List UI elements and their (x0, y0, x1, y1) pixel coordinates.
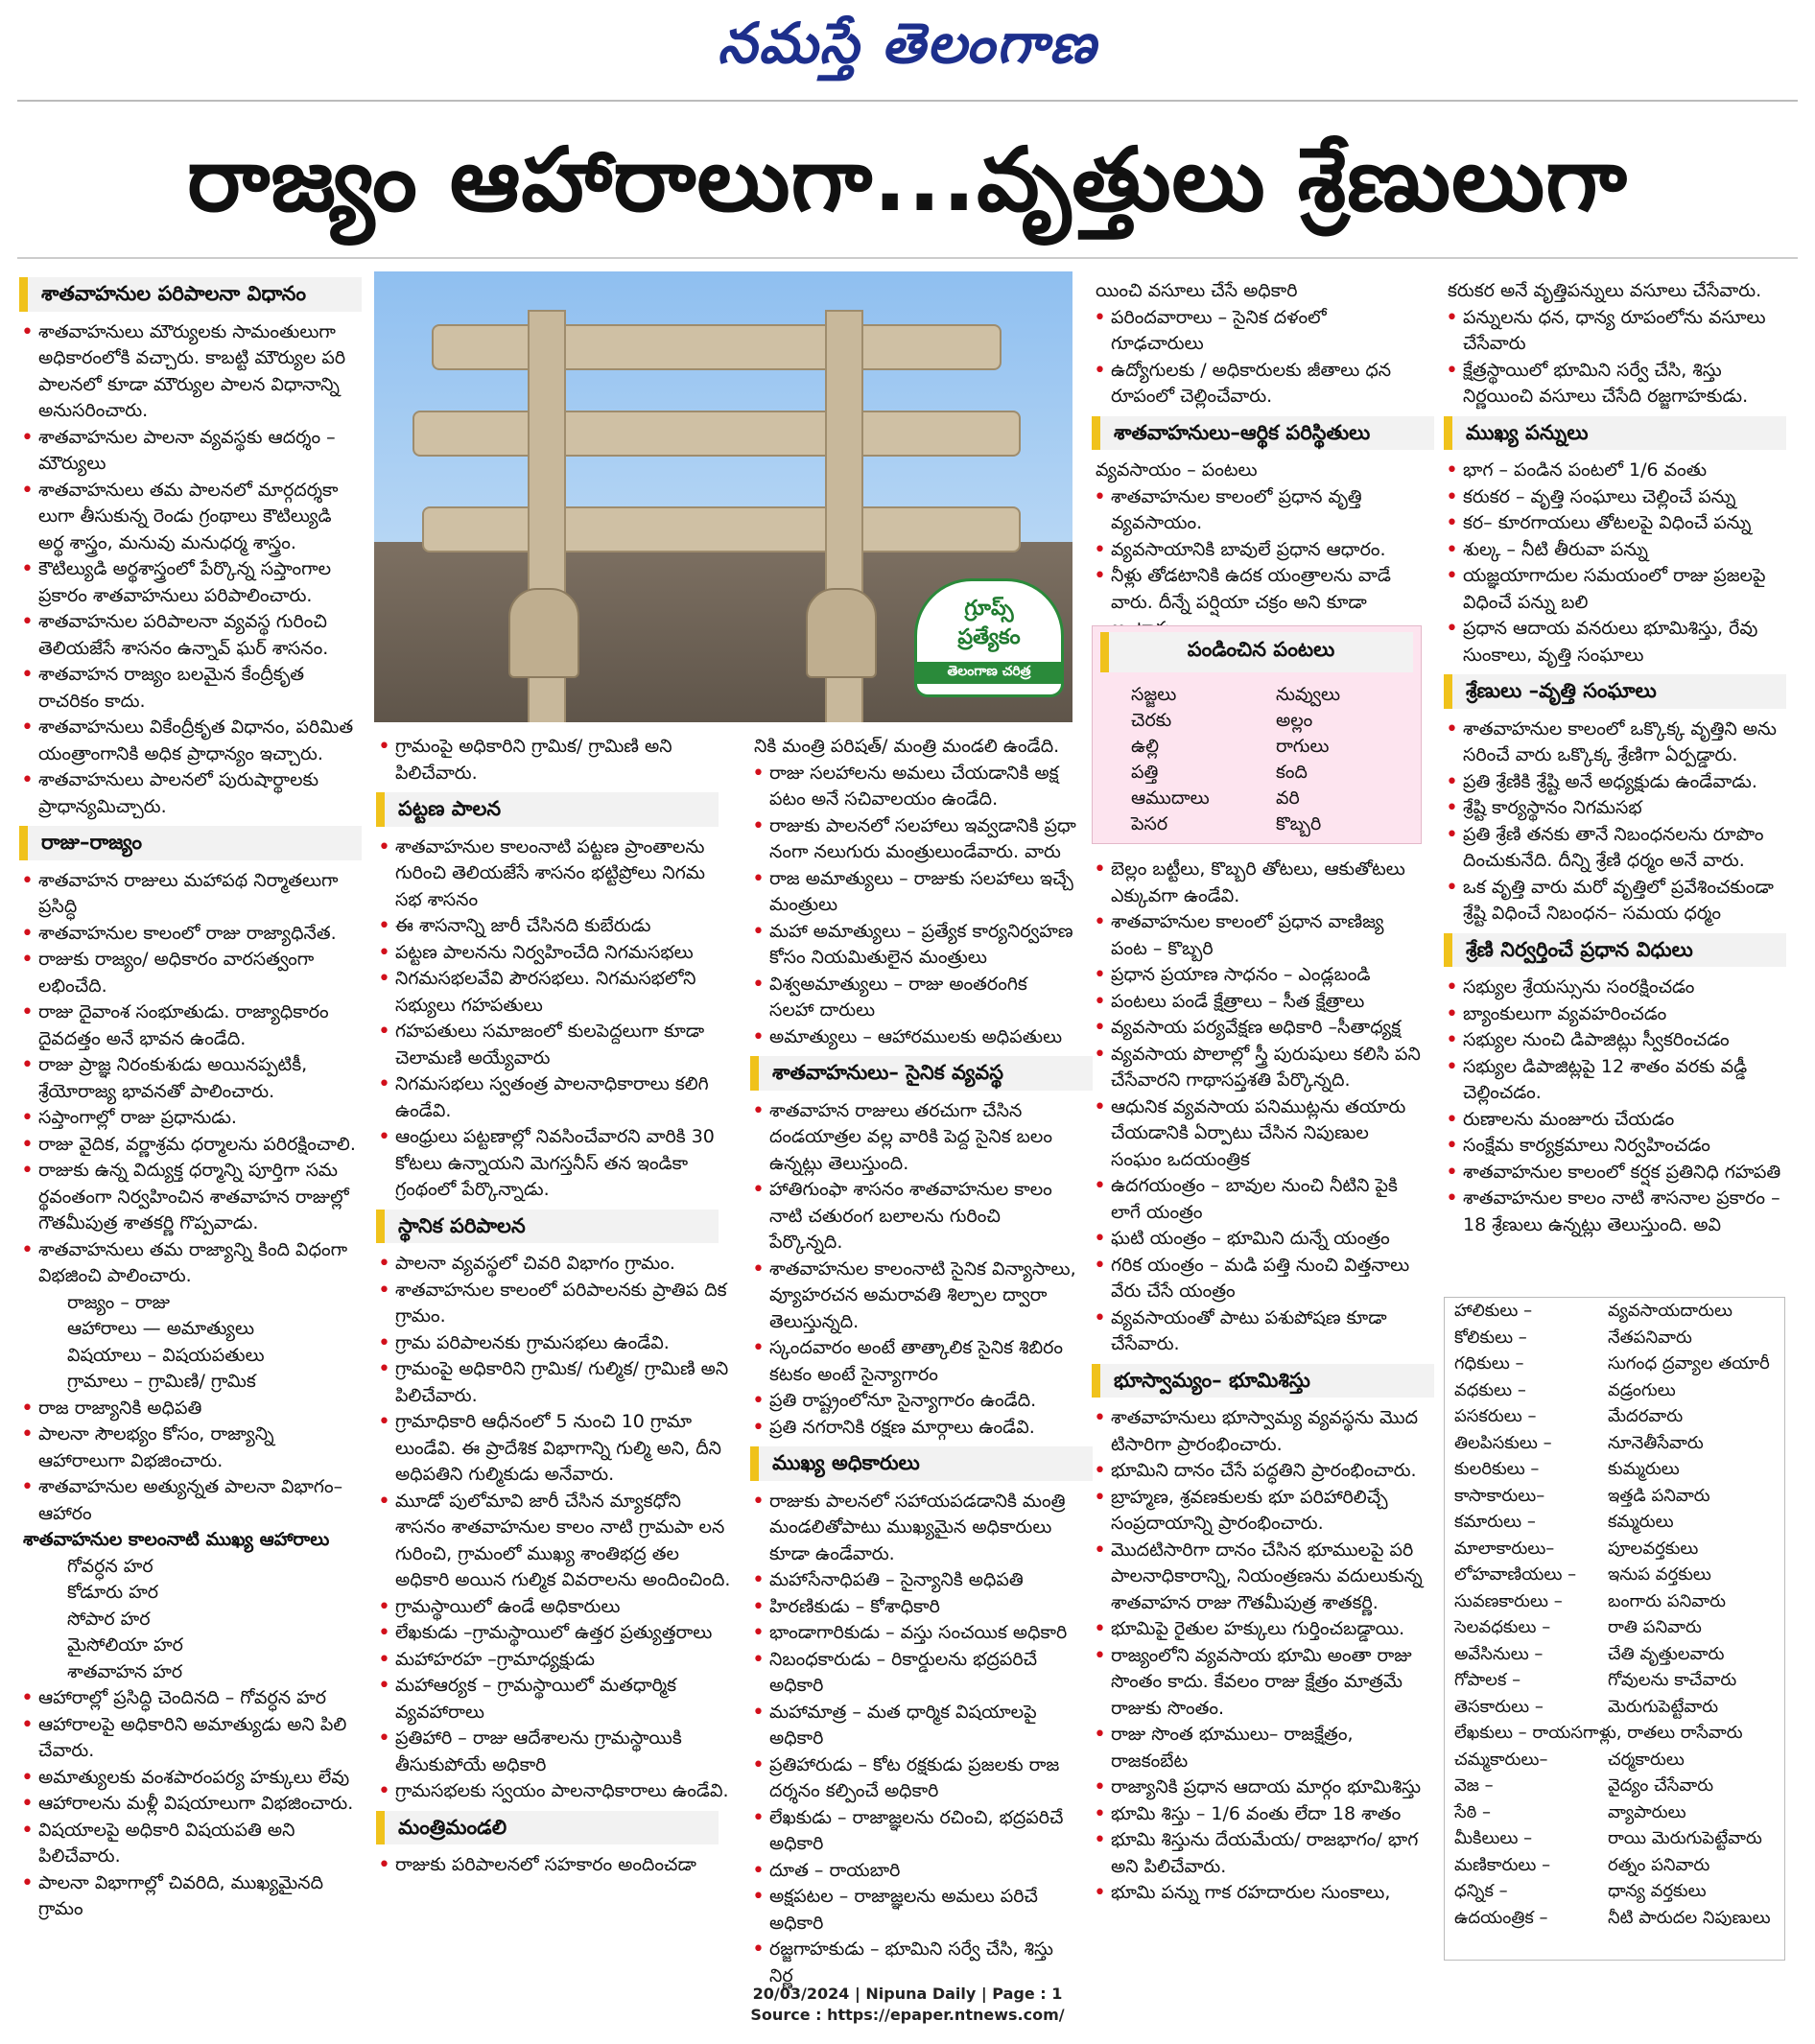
guild-row (1445, 1536, 1784, 1562)
guild-occupation: రాయి మెరుగుపెట్టేవారు (1608, 1828, 1762, 1848)
list-item: • గ్రామంపై అధికారిని గ్రామిక/ గ్రామిణి అని పిలిచేవారు. (376, 734, 736, 787)
guild-name: ఉదయంత్రిక – (1454, 1907, 1548, 1928)
division-list (19, 1290, 357, 1396)
guild-name: మాలాకారులు– (1454, 1538, 1555, 1559)
list-item: • గరిక యంత్రం – మడి పత్తి నుంచి విత్తనాలు వేరు చేసే యంత్రం (1092, 1253, 1423, 1305)
list-item: • రుణాలను మంజూరు చేయడం (1444, 1107, 1784, 1134)
list-item: పత్తి (1131, 762, 1159, 783)
list-item: • రజ్జగాహకుడు – భూమిని సర్వే చేసి, శిస్తు నిర్ణ (750, 1937, 1076, 1989)
guild-name: కోలికులు – (1454, 1327, 1527, 1348)
continuation-text: నికి మంత్రి పరిషత్/ మంత్రి మండలి ఉండేది. (754, 736, 1060, 757)
list-item: • కర– కూరగాయలు తోటలపై విధించే పన్ను (1444, 510, 1784, 537)
list-item: • ఆహారాలపై అధికారిని అమాత్యుడు అని పిలి చేవారు. (19, 1712, 357, 1765)
list-item: • మహా అమాత్యులు – ప్రత్యేక కార్యనిర్వహణ కోసం నియమితులైన మంత్రులు (750, 919, 1076, 972)
guild-row (1445, 1588, 1784, 1615)
column-2 (376, 734, 736, 1879)
guild-occupation: నీటి పారుదల నిపుణులు (1608, 1907, 1771, 1928)
list-item: • పాలనా విభాగాల్లో చివరిది, ముఖ్యమైనది గ్రామం (19, 1870, 357, 1923)
bullet-list (1444, 305, 1784, 411)
list-item: సజ్జలు (1131, 684, 1177, 705)
crops-box (1092, 625, 1422, 844)
list-item: • రాజుకు రాజ్యం/ అధికారం వారసత్వంగా లభించేది. (19, 947, 357, 999)
list-item: • శాతవాహనులు భూస్వామ్య వ్యవస్థను మొద టిసారిగా ప్రారంభించారు. (1092, 1405, 1423, 1458)
list-item: • బెల్లం బట్టీలు, కొబ్బరి తోటలు, ఆకుతోటలు ఎక్కువగా ఉండేవి. (1092, 857, 1423, 909)
guild-occupation: రాతి పనివారు (1608, 1617, 1702, 1637)
column-1 (19, 271, 357, 1923)
guild-name: వధకులు – (1454, 1379, 1526, 1400)
guild-occupation: వ్యవసాయదారులు (1608, 1301, 1732, 1321)
guild-name: గోపాలక – (1454, 1670, 1521, 1690)
list-item: • గ్రామసభలకు స్వయం పాలనాధికారాలు ఉండేవి. (376, 1778, 736, 1805)
continuation-text: కరుకర అనే వృత్తిపన్నులు వసూలు చేసేవారు. (1448, 280, 1762, 301)
guild-name: చమ్మకారులు– (1454, 1749, 1548, 1770)
guild-row (1445, 1667, 1784, 1694)
list-item: • పాలనా సౌలభ్యం కోసం, రాజ్యాన్ని ఆహారాలుగా విభజించారు. (19, 1421, 357, 1474)
guild-name: మణికారులు – (1454, 1854, 1551, 1875)
list-item: • భూమి శిస్తును దేయమేయ/ రాజభాగం/ భాగ అని పిలిచేవారు. (1092, 1827, 1423, 1880)
list-item: • అక్షపటల – రాజాజ్ఞలను అమలు పరిచే అధికారి (750, 1884, 1076, 1937)
list-item: • శాతవాహనుల కాలం నాటి శాసనాల ప్రకారం –18 శ్రేణులు ఉన్నట్లు తెలుస్తుంది. అవి (1444, 1186, 1784, 1238)
list-item: • ప్రధాన ఆదాయ వనరులు భూమిశిస్తు, రేవు సుంకాలు, వృత్తి సంఘాలు (1444, 616, 1784, 669)
guild-row (1445, 1351, 1784, 1377)
list-item: • హాతిగుంఫా శాసనం శాతవాహనుల కాలం నాటి చతురంగ బలాలను గురించి పేర్కొన్నది. (750, 1177, 1076, 1257)
guild-row (1445, 1403, 1784, 1430)
guild-name: కమారులు – (1454, 1512, 1536, 1532)
list-item: • శాతవాహనుల పరిపాలనా వ్యవస్థ గురించి తెలియజేసే శాసనం ఉన్నావ్ ఘర్ శాసనం. (19, 609, 357, 662)
guild-row (1445, 1799, 1784, 1826)
aharam-list (19, 1554, 357, 1686)
list-item: • శాతవాహనుల పాలనా వ్యవస్థకు ఆదర్శం – మౌర్యులు (19, 425, 357, 478)
bullet-list (1092, 484, 1423, 643)
list-item: రాజ్యం – రాజు (67, 1291, 171, 1313)
list-item: • గ్రామస్థాయిలో ఉండే అధికారులు (376, 1594, 736, 1621)
list-item: సోపార హర (67, 1608, 151, 1630)
list-item: • శాతవాహనుల కాలంలో ప్రధాన వాణిజ్య పంట – కొబ్బరి (1092, 909, 1423, 962)
list-item: • శాతవాహన రాజ్యం బలమైన కేంద్రీకృత రాచరికం కాదు. (19, 662, 357, 715)
list-item: • భాగ – పండిన పంటలో 1/6 వంతు (1444, 458, 1784, 484)
guild-name: హాలికులు – (1454, 1301, 1533, 1321)
list-item: • రాజ రాజ్యానికి అధిపతి (19, 1396, 357, 1422)
bullet-list (19, 1685, 357, 1923)
list-item: • బ్రాహ్మణ, శ్రవణకులకు భూ పరిహారిలిచ్చే సంప్రదాయాన్ని ప్రారంభించారు. (1092, 1485, 1423, 1538)
guild-occupation: గోవులను కాచేవారు (1608, 1670, 1737, 1690)
guild-name: ధన్నిక – (1454, 1881, 1508, 1901)
list-item: కొబ్బరి (1276, 813, 1322, 834)
bullet-list (19, 319, 357, 821)
list-item: • అమాత్యులు – ఆహారములకు అధిపతులు (750, 1024, 1076, 1051)
guild-occupation: కుమ్మరులు (1608, 1459, 1680, 1479)
list-item: ఉల్లి (1131, 736, 1160, 757)
guild-row (1445, 1509, 1784, 1536)
bullet-list (19, 1396, 357, 1528)
bullet-list (750, 1489, 1076, 1990)
list-item: • శాతవాహన రాజులు మహాపథ నిర్మాతలుగా ప్రసిద్ధి (19, 868, 357, 921)
list-item: • రాజు వైదిక, వర్ణాశ్రమ ధర్మాలను పరిరక్షించాలి. (19, 1132, 357, 1159)
list-item: • మహాహరహ –గ్రామాధ్యక్షుడు (376, 1647, 736, 1674)
list-item: • భూమిని దానం చేసే పద్ధతిని ప్రారంభించారు. (1092, 1458, 1423, 1485)
badge-line-1: గ్రూప్స్ (964, 597, 1014, 621)
list-item: • కౌటిల్యుడి అర్థశాస్త్రంలో పేర్కొన్న సప్తాంగాల ప్రకారం శాతవాహనులు పరిపాలించారు. (19, 556, 357, 609)
list-item: • ఒక వృత్తి వారు మరో వృత్తిలో ప్రవేశించకుండా శ్రేష్టి విధించే నిబంధన– సమయ ధర్మం (1444, 875, 1784, 928)
guild-row (1445, 1747, 1784, 1774)
list-item: మైసోలియా హర (67, 1634, 183, 1656)
guild-row (1445, 1878, 1784, 1905)
bullet-list (1444, 458, 1784, 669)
list-item: రాగులు (1276, 736, 1330, 757)
crops-title: పండించిన పంటలు (1100, 632, 1413, 672)
guild-occupation: బంగారు పనివారు (1608, 1590, 1727, 1611)
list-item: • పాలనా వ్యవస్థలో చివరి విభాగం గ్రామం. (376, 1251, 736, 1278)
guild-occupation: వడ్రంగులు (1608, 1379, 1676, 1400)
section-heading: ముఖ్య పన్నులు (1444, 416, 1786, 451)
list-item: • ప్రతి రాష్ట్రంలోనూ సైన్యాగారం ఉండేది. (750, 1388, 1076, 1415)
list-item: • శ్రేష్టి కార్యస్థానం నిగమసభ (1444, 795, 1784, 822)
list-item: • రాజుకు ఉన్న విద్యుక్త ధర్మాన్ని పూర్తిగా సమ ర్థవంతంగా నిర్వహించిన శాతవాహన రాజుల్లో గౌతమీపుత్ర శాతకర్ణి గొప్పవాడు. (19, 1158, 357, 1237)
bullet-list (1092, 1405, 1423, 1907)
list-item: • ప్రతి శ్రేణికి శ్రేష్టి అనే అధ్యక్షుడు ఉండేవాడు. (1444, 769, 1784, 796)
list-item: • రాజ్యానికి ప్రధాన ఆదాయ మార్గం భూమిశిస్తు (1092, 1774, 1423, 1801)
guild-name: తిలపిసకులు – (1454, 1432, 1552, 1453)
section-heading: స్థానిక పరిపాలన (376, 1210, 719, 1244)
list-item: గోవర్ధన హర (67, 1555, 153, 1577)
list-item: • రాజుకు పాలనలో సహాయపడడానికి మంత్రి మండలితోపాటు ముఖ్యమైన అధికారులు కూడా ఉండేవారు. (750, 1489, 1076, 1568)
list-item: • గ్రామ పరిపాలనకు గ్రామసభలు ఉండేవి. (376, 1330, 736, 1357)
guild-row (1445, 1298, 1784, 1325)
list-item: • శాతవాహనులు తమ పాలనలో మార్గదర్శకా లుగా తీసుకున్న రెండు గ్రంథాలు కౌటిల్యుడి అర్థ శాస్త్రం, మనువు మనుధర్మ శాస్త్రం. (19, 478, 357, 557)
list-item: • అమాత్యులకు వంశపారంపర్య హక్కులు లేవు (19, 1765, 357, 1792)
list-item: ఆముదాలు (1131, 787, 1210, 809)
guild-name: వెజ – (1454, 1775, 1494, 1796)
list-item: • రాజు ప్రాజ్ఞ నిరంకుశుడు అయినప్పటికీ, శ్రేయోరాజ్య భావనతో పాలించారు. (19, 1052, 357, 1105)
bullet-list (750, 761, 1076, 1051)
list-item: • నిగమసభలు స్వతంత్ర పాలనాధికారాలు కలిగి ఉండేవి. (376, 1071, 736, 1124)
list-item: • పంటలు పండే క్షేత్రాలు – సీత క్షేత్రాలు (1092, 989, 1423, 1016)
guild-name: సువణకారులు – (1454, 1590, 1563, 1611)
list-item: • పరిందవారాలు – సైనిక దళంలో గూఢచారులు (1092, 305, 1423, 358)
list-item: • భూమిపై రైతుల హక్కులు గుర్తించబడ్డాయి. (1092, 1616, 1423, 1643)
list-item: • రాజుకు పరిపాలనలో సహకారం అందించడా (376, 1852, 736, 1879)
headline-divider (17, 257, 1798, 259)
guild-occupation: ధాన్య వర్తకులు (1608, 1881, 1707, 1901)
column-4-top (1092, 278, 1423, 643)
list-item: • ప్రతిహారి – రాజు ఆదేశాలను గ్రామస్థాయికి తీసుకుపోయే అధికారి (376, 1726, 736, 1778)
guild-row (1445, 1825, 1784, 1852)
section-heading: శ్రేణి నిర్వర్తించే ప్రధాన విధులు (1444, 933, 1786, 968)
list-item: • రాజుకు పాలనలో సలహాలు ఇవ్వడానికి ప్రధా నంగా నలుగురు మంత్రులుండేవారు. వారు (750, 813, 1076, 866)
list-item: • ఆధునిక వ్యవసాయ పనిముట్లను తయారు చేయడానికి ఏర్పాటు చేసిన నిపుణుల సంఘం ఒదయంత్రిక (1092, 1094, 1423, 1174)
sub-heading: వ్యవసాయం – పంటలు (1096, 459, 1258, 481)
list-item: • శాతవాహనులు మౌర్యులకు సామంతులుగా అధికారంలోకి వచ్చారు. కాబట్టి మౌర్యుల పరి పాలనలో కూడా మౌర్యుల పాలన విధానాన్ని అనుసరించారు. (19, 319, 357, 425)
list-item: • శాతవాహనుల కాలంలో ప్రధాన వృత్తి వ్యవసాయం. (1092, 484, 1423, 537)
list-item: • శాతవాహనుల కాలంలో ఒక్కొక్క వృత్తిని అను సరించే వారు ఒక్కొక్క శ్రేణిగా ఏర్పడ్డారు. (1444, 717, 1784, 769)
guild-name: కులరికులు – (1454, 1459, 1540, 1479)
list-item: కంది (1276, 762, 1308, 783)
list-item: వరి (1276, 787, 1300, 809)
list-item: గ్రామాలు – గ్రామిణి/ గ్రామిక (67, 1371, 256, 1392)
list-item: • విషయాలపై అధికారి విషయపతి అని పిలిచేవారు. (19, 1818, 357, 1870)
guild-name: గధికులు – (1454, 1353, 1524, 1374)
guild-occupation: వైద్యం చేసేవారు (1608, 1775, 1714, 1796)
guild-row (1445, 1720, 1784, 1747)
column-4-bottom (1092, 857, 1423, 1907)
list-item: • ప్రధాన ప్రయాణ సాధనం – ఎండ్లబండి (1092, 962, 1423, 989)
aharam-title: శాతవాహనుల కాలంనాటి ముఖ్య ఆహారాలు (23, 1529, 330, 1550)
list-item: • గ్రామంపై అధికారిని గ్రామిక/ గుల్మిక/ గ్రామిణి అని పిలిచేవారు. (376, 1356, 736, 1409)
guild-name: సెలవధకులు – (1454, 1617, 1551, 1637)
list-item: • రాజ అమాత్యులు – రాజుకు సలహాలు ఇచ్చే మంత్రులు (750, 866, 1076, 919)
list-item: ఆహారాలు — అమాత్యులు (67, 1318, 255, 1339)
bullet-list (1444, 975, 1784, 1238)
list-item: • ఉదగయంత్రం – బావుల నుంచి నీటిని పైకి లాగే యంత్రం (1092, 1173, 1423, 1226)
list-item: శాతవాహన హర (67, 1660, 183, 1682)
guild-name: అవేసినులు – (1454, 1643, 1544, 1664)
list-item: • వ్యవసాయ పొలాల్లో స్త్రీ పురుషులు కలిసి పని చేసేవారని గాథాసప్తశతి పేర్కొన్నది. (1092, 1042, 1423, 1094)
list-item: • మహామాత్ర – మత ధార్మిక విషయాలపై అధికారి (750, 1700, 1076, 1752)
headline: రాజ్యం ఆహారాలుగా...వృత్తులు శ్రేణులుగా (187, 129, 1628, 231)
guild-occupation: చేతి వృత్తులవారు (1608, 1643, 1725, 1664)
list-item: • శాతవాహనులు తమ రాజ్యాన్ని కింది విధంగా విభజించి పాలించారు. (19, 1237, 357, 1290)
guild-row (1445, 1377, 1784, 1404)
list-item: • రాజు దైవాంశ సంభూతుడు. రాజ్యాధికారం దైవదత్తం అనే భావన ఉండేది. (19, 999, 357, 1052)
list-item: • వ్యవసాయంతో పాటు పశుపోషణ కూడా చేసేవారు. (1092, 1305, 1423, 1358)
guild-occupation: నేతపనివారు (1608, 1327, 1692, 1348)
guild-name: మీకిలులు – (1454, 1828, 1533, 1848)
guild-occupation: నూనెతీసేవారు (1608, 1432, 1704, 1453)
list-item: • శాతవాహనులు వికేంద్రీకృత విధానం, పరిమిత యంత్రాంగానికి అధిక ప్రాధాన్యం ఇచ్చారు. (19, 715, 357, 767)
list-item: • నిబంధకారుడు – రికార్డులను భద్రపరిచే అధికారి (750, 1647, 1076, 1700)
guild-row (1445, 1694, 1784, 1721)
list-item: • హిరణికుడు – కోశాధికారి (750, 1594, 1076, 1621)
guild-occupation: వ్యాపారులు (1608, 1801, 1686, 1822)
list-item: • శాతవాహనులు పాలనలో పురుషార్థాలకు ప్రాధాన్యమిచ్చారు. (19, 767, 357, 820)
guild-list-box (1444, 1297, 1785, 1961)
list-item: • రాజు సొంత భూములు– రాజక్షేత్రం, రాజకంబేట (1092, 1722, 1423, 1774)
list-item: • శాతవాహనుల కాలంనాటి సైనిక విన్యాసాలు, వ్యూహరచన అమరావతి శిల్పాల ద్వారా తెలుస్తున్నది. (750, 1257, 1076, 1336)
guild-occupation: ఇనుప వర్తకులు (1608, 1564, 1711, 1585)
list-item: • ప్రతిహారుడు – కోట రక్షకుడు ప్రజలకు రాజ దర్శనం కల్పించే అధికారి (750, 1752, 1076, 1805)
list-item: • రాజ్యంలోని వ్యవసాయ భూమి అంతా రాజు సొంతం కాదు. కేవలం రాజు క్షేత్రం మాత్రమే రాజుకు సొంతం. (1092, 1643, 1423, 1723)
list-item: • సప్తాంగాల్లో రాజు ప్రధానుడు. (19, 1105, 357, 1132)
section-heading: శాతవాహనులు–ఆర్థిక పరిస్థితులు (1092, 416, 1434, 451)
crops-grid (1093, 682, 1421, 837)
guild-occupation: సుగంధ ద్రవ్యాల తయారీ (1608, 1353, 1770, 1374)
newspaper-logo: నమస్తే తెలంగాణ (718, 11, 1097, 76)
footer-date-line: 20/03/2024 | Nipuna Daily | Page : 1 (752, 1985, 1063, 2003)
guild-row (1445, 1430, 1784, 1457)
bullet-list (376, 1251, 736, 1805)
list-item: • యజ్ఞయాగాదుల సమయంలో రాజు ప్రజలపై విధించే పన్ను బలి (1444, 563, 1784, 616)
column-3 (750, 734, 1076, 1989)
list-item: • శాతవాహనుల కాలంలో కర్షక ప్రతినిధి గహపతి (1444, 1160, 1784, 1186)
list-item: నువ్వులు (1276, 684, 1341, 705)
list-item: • భాండాగారికుడు – వస్తు సంచయిక అధికారి (750, 1620, 1076, 1647)
list-item: • మొదటిసారిగా దానం చేసిన భూములపై పరి పాలనాధికారాన్ని, నియంత్రణను వదులుకున్న శాతవాహన రాజు గౌతమీపుత్ర శాతకర్ణి. (1092, 1538, 1423, 1617)
guild-name: పసకరులు – (1454, 1406, 1537, 1426)
list-item: • లేఖకుడు –గ్రామస్థాయిలో ఉత్తర ప్రత్యుత్తరాలు (376, 1620, 736, 1647)
footer-source-line: Source : https://epaper.ntnews.com/ (750, 2006, 1065, 2024)
guild-row (1445, 1483, 1784, 1510)
bullet-list (750, 1098, 1076, 1442)
footer (0, 1984, 1815, 2026)
guild-occupation: పూలవర్తకులు (1608, 1538, 1699, 1559)
list-item: • శాతవాహనుల కాలంలో రాజు రాజ్యాధినేత. (19, 921, 357, 948)
list-item: • ఆంధ్రులు పట్టణాల్లో నివసించేవారని వారికి 30 కోటలు ఉన్నాయని మెగస్తనీస్ తన ఇండికా గ్రంథంలో పేర్కొన్నాడు. (376, 1124, 736, 1204)
list-item: • లేఖకుడు – రాజాజ్ఞలను రచించి, భద్రపరిచే అధికారి (750, 1805, 1076, 1858)
list-item: • విశ్వఅమాత్యులు – రాజు అంతరంగిక సలహా దారులు (750, 972, 1076, 1024)
guild-row (1445, 1614, 1784, 1641)
guild-name: సేఠి – (1454, 1801, 1492, 1822)
guild-row (1445, 1852, 1784, 1879)
guild-occupation: మెరుగుపెట్టేవారు (1608, 1696, 1719, 1717)
list-item: • మూడో పులోమావి జారీ చేసిన మ్యాకధోని శాసనం శాతవాహనుల కాలం నాటి గ్రామపా లన గురించి, గ్రామంలో ముఖ్య శాంతిభద్ర తల అధికారి అయిన గుల్మిక వివరాలను అందించింది. (376, 1489, 736, 1594)
guild-row (1445, 1773, 1784, 1799)
list-item: • పట్టణ పాలనను నిర్వహించేది నిగమసభలు (376, 940, 736, 967)
list-item: • వ్యవసాయ పర్యవేక్షణ అధికారి –సీతాధ్యక్ష (1092, 1015, 1423, 1042)
list-item: • సభ్యుల డిపాజిట్లపై 12 శాతం వరకు వడ్డీ చెల్లించడం. (1444, 1054, 1784, 1107)
list-item: • వ్యవసాయానికి బావులే ప్రధాన ఆధారం. (1092, 537, 1423, 564)
list-item: • బ్యాంకులుగా వ్యవహరించడం (1444, 1001, 1784, 1028)
list-item: • స్కందవారం అంటే తాత్కాలిక సైనిక శిబిరం కటకం అంటే సైన్యాగారం (750, 1335, 1076, 1388)
masthead (0, 0, 1815, 96)
list-item: • భూమి పన్ను గాక రహదారుల సుంకాలు, (1092, 1880, 1423, 1907)
guild-occupation: రత్నం పనివారు (1608, 1854, 1710, 1875)
list-item: • ఈ శాసనాన్ని జారీ చేసినది కుబేరుడు (376, 913, 736, 940)
list-item: • గహపతులు సమాజంలో కులపెద్దలుగా కూడా చెలామణి అయ్యేవారు (376, 1019, 736, 1071)
list-item: • ఉద్యోగులకు / అధికారులకు జీతాలు ధన రూపంలో చెల్లించేవారు. (1092, 358, 1423, 411)
list-item: • శుల్క – నీటి తీరువా పన్ను (1444, 537, 1784, 564)
guild-name: లేఖకులు – రాయసగాళ్లు, రాతలు రాసేవారు (1454, 1723, 1743, 1743)
list-item: విషయాలు – విషయపతులు (67, 1344, 265, 1366)
guild-row (1445, 1325, 1784, 1351)
list-item: • శాతవాహనుల అత్యున్నత పాలనా విభాగం– ఆహారం (19, 1474, 357, 1527)
list-item: • పన్నులను ధన, ధాన్య రూపంలోను వసూలు చేసేవారు (1444, 305, 1784, 358)
list-item: • శాతవాహనుల కాలంనాటి పట్టణ ప్రాంతాలను గురించి తెలియజేసే శాసనం భట్టిప్రోలు నిగమ సభ శాసనం (376, 834, 736, 914)
guild-occupation: చర్మకారులు (1608, 1749, 1685, 1770)
list-item: • నిగమసభలవేవి పౌరసభలు. నిగమసభలోని సభ్యులు గహపతులు (376, 966, 736, 1019)
guild-name: కాసాకారులు– (1454, 1485, 1545, 1506)
section-heading: రాజు–రాజ్యం (19, 826, 362, 860)
list-item: • భూమి శిస్తు – 1/6 వంతు లేదా 18 శాతం (1092, 1801, 1423, 1828)
bullet-list (19, 868, 357, 1290)
list-item: • సంక్షేమ కార్యక్రమాలు నిర్వహించడం (1444, 1133, 1784, 1160)
list-item: • శాతవాహన రాజులు తరచుగా చేసిన దండయాత్రల వల్ల వారికి పెద్ద సైనిక బలం ఉన్నట్లు తెలుస్తుంది. (750, 1098, 1076, 1178)
section-heading: శాతవాహనులు– సైనిక వ్యవస్థ (750, 1056, 1093, 1091)
bullet-list (1444, 717, 1784, 928)
guild-row (1445, 1905, 1784, 1932)
list-item: • సభ్యుల శ్రేయస్సును సంరక్షించడం (1444, 975, 1784, 1001)
list-item: • శాతవాహనుల కాలంలో పరిపాలనకు ప్రాతిప దిక గ్రామం. (376, 1278, 736, 1330)
bullet-list (1092, 305, 1423, 411)
guild-occupation: కమ్మరులు (1608, 1512, 1674, 1532)
guild-row (1445, 1456, 1784, 1483)
bullet-list (376, 834, 736, 1204)
list-item: • ప్రతి శ్రేణి తనకు తానే నిబంధనలను రూపొం దించుకునేది. దీన్ని శ్రేణి ధర్మం అనే వారు. (1444, 822, 1784, 875)
guild-name: తెసకారులు – (1454, 1696, 1544, 1717)
list-item: • కరుకర – వృత్తి సంఘాలు చెల్లించే పన్ను (1444, 484, 1784, 511)
section-heading: పట్టణ పాలన (376, 792, 719, 827)
list-item: • ఆహారాల్లో ప్రసిద్ధి చెందినది – గోవర్ధన హర (19, 1685, 357, 1712)
guild-occupation: ఇత్తడి పనివారు (1608, 1485, 1710, 1506)
list-item: • మహాఆర్యక – గ్రామస్థాయిలో మతధార్మిక వ్యవహారాలు (376, 1673, 736, 1726)
list-item: • నీళ్లు తోడటానికి ఉదక యంత్రాలను వాడే వారు. దీన్నే పర్షియా చక్రం అని కూడా (1092, 563, 1423, 643)
list-item: • రాజు సలహాలను అమలు చేయడానికి అక్ష పటం అనే సచివాలయం ఉండేది. (750, 761, 1076, 813)
badge-line-3: తెలంగాణ చరిత్ర (917, 662, 1061, 684)
list-item: • ఘటి యంత్రం – భూమిని దున్నే యంత్రం (1092, 1226, 1423, 1253)
guild-row (1445, 1641, 1784, 1668)
guild-name: లోహవాణియలు – (1454, 1564, 1577, 1585)
list-item: కోడూరు హర (67, 1582, 158, 1603)
top-divider (17, 100, 1798, 102)
list-item: • గ్రామాధికారి ఆధీనంలో 5 నుంచి 10 గ్రామా లుండేవి. ఈ ప్రాదేశిక విభాగాన్ని గుల్మి అని, దీని అధిపతిని గుల్మికుడు అనేవారు. (376, 1409, 736, 1489)
section-heading: ముఖ్య అధికారులు (750, 1446, 1093, 1481)
list-item: • ఆహారాలను మళ్లీ విషయాలుగా విభజించారు. (19, 1791, 357, 1818)
groups-special-badge (914, 578, 1064, 697)
section-heading: మంత్రిమండలి (376, 1811, 719, 1845)
list-item: చెరకు (1131, 710, 1172, 731)
list-item: • సభ్యుల నుంచి డిపాజిట్లు స్వీకరించడం (1444, 1027, 1784, 1054)
section-heading: శాతవాహనుల పరిపాలనా విధానం (19, 277, 362, 312)
list-item: • మహాసేనాధిపతి – సైన్యానికి అధిపతి (750, 1567, 1076, 1594)
list-item: పెసర (1131, 813, 1168, 834)
guild-occupation: మేదరవారు (1608, 1406, 1684, 1426)
column-5 (1444, 278, 1784, 1238)
section-heading: భూస్వామ్యం– భూమిశిస్తు (1092, 1364, 1434, 1398)
list-item: అల్లం (1276, 710, 1313, 731)
section-heading: శ్రేణులు –వృత్తి సంఘాలు (1444, 674, 1786, 709)
bullet-list (376, 1852, 736, 1879)
list-item: • క్షేత్రస్థాయిలో భూమిని సర్వే చేసి, శిస్తు నిర్ణయించి వసూలు చేసేది రజ్జగాహకుడు. (1444, 358, 1784, 411)
bullet-list (1092, 857, 1423, 1358)
badge-line-2: ప్రత్యేకం (957, 625, 1021, 649)
continuation-text: యించి వసూలు చేసే అధికారి (1096, 280, 1298, 301)
guild-row (1445, 1562, 1784, 1588)
list-item: • దూత – రాయబారి (750, 1858, 1076, 1885)
list-item: • ప్రతి నగరానికి రక్షణ మార్గాలు ఉండేవి. (750, 1415, 1076, 1442)
